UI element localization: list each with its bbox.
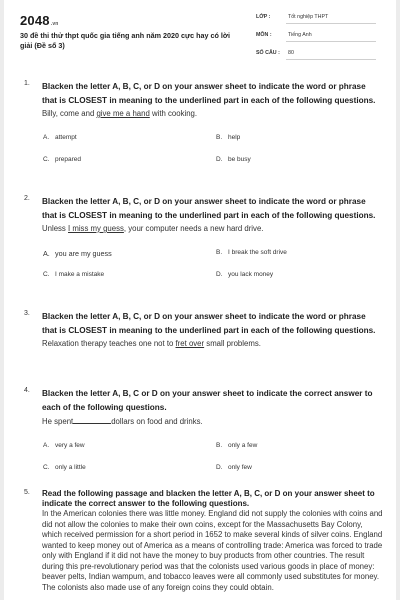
option-a[interactable]: A. you are my guess [43, 249, 112, 258]
page-header [4, 0, 396, 70]
question-number: 5. [24, 489, 30, 496]
option-b[interactable]: B. I break the soft drive [216, 249, 287, 256]
meta-label: MÔN : [256, 32, 272, 38]
option-c[interactable]: C. I make a mistake [43, 271, 105, 278]
question-2 [24, 195, 376, 293]
meta-underline [286, 23, 376, 24]
question-instruction: Blacken the letter A, B, C or D on your answer sheet to indicate the correct answer to each of the following questions. [42, 389, 373, 412]
question-sentence: Billy, come and give me a hand with cooking. [42, 109, 198, 118]
option-d[interactable]: D. be busy [216, 156, 251, 163]
question-instruction: Blacken the letter A, B, C, or D on your answer sheet to indicate the word or phrase that is CLOSEST in meaning to the underlined part in each of the following questions. [42, 312, 376, 335]
question-number: 4. [24, 387, 30, 394]
document-title: 30 đề thi thử thpt quốc gia tiếng anh năm 2020 cực hay có lời giải (Đề số 3) [20, 31, 231, 50]
meta-label: SỐ CÂU : [256, 50, 280, 56]
underlined-phrase: give me a hand [96, 109, 150, 118]
question-sentence: Relaxation therapy teaches one not to fret over small problems. [42, 339, 261, 348]
meta-underline [286, 41, 376, 42]
option-b[interactable]: B. only a few [216, 442, 258, 449]
option-a[interactable]: A. very a few [43, 442, 85, 449]
question-1 [24, 80, 376, 178]
question-sentence: Unless I miss my guess, your computer needs a new hard drive. [42, 224, 264, 233]
reading-passage: In the American colonies there was little money. England did not supply the colonies with coins and did not allow the colonies to make their own coins, except for the Massachusetts Bay Colony, which received permission for a short period in 1652 to make several kinds of silver coins. England wanted to keep money out of America as a means of controlling trade: America was forced to trade only with England if it did not have the money to buy products from other countries. The result during this pre-revolutionary period was that the colonists used various goods in place of money: beaver pelts, Indian wampum, and tobacco leaves were all commonly used substitutes for money. The colonists also made use of any foreign coins they could obtain. [42, 509, 383, 592]
meta-underline [286, 59, 376, 60]
site-logo[interactable]: 2048.vn [20, 13, 59, 28]
question-instruction: Blacken the letter A, B, C, or D on your answer sheet to indicate the word or phrase that is CLOSEST in meaning to the underlined part in each of the following questions. [42, 82, 376, 105]
answer-options [42, 134, 376, 178]
question-3 [24, 310, 376, 350]
meta-question-count [256, 49, 376, 67]
meta-subject [256, 31, 376, 49]
question-number: 2. [24, 195, 30, 202]
question-number: 3. [24, 310, 30, 317]
question-instruction: Blacken the letter A, B, C, or D on your answer sheet to indicate the word or phrase that is CLOSEST in meaning to the underlined part in each of the following questions. [42, 197, 376, 220]
question-instruction: Read the following passage and blacken the letter A, B, C, or D on your answer sheet to indicate the correct answer to the following questions. [42, 489, 375, 508]
meta-class [256, 13, 376, 31]
option-d[interactable]: D. you lack money [216, 271, 274, 278]
option-d[interactable]: D. only few [216, 464, 252, 471]
meta-value: 80 [288, 50, 294, 56]
question-5 [24, 489, 383, 593]
meta-label: LỚP : [256, 14, 271, 20]
answer-options [42, 442, 376, 486]
answer-blank [73, 415, 111, 424]
option-a[interactable]: A. attempt [43, 134, 77, 141]
question-sentence: He spent dollars on food and drinks. [42, 417, 203, 426]
meta-value: Tiếng Anh [288, 32, 312, 38]
document-meta [256, 13, 376, 67]
question-number: 1. [24, 80, 30, 87]
option-c[interactable]: C. only a little [43, 464, 86, 471]
underlined-phrase: fret over [175, 339, 205, 348]
worksheet-page [4, 0, 396, 600]
meta-value: Tốt nghiệp THPT [288, 14, 329, 20]
option-b[interactable]: B. help [216, 134, 241, 141]
option-c[interactable]: C. prepared [43, 156, 82, 163]
answer-options [42, 249, 376, 293]
question-4 [24, 387, 376, 486]
underlined-phrase: I miss my guess [68, 224, 124, 233]
